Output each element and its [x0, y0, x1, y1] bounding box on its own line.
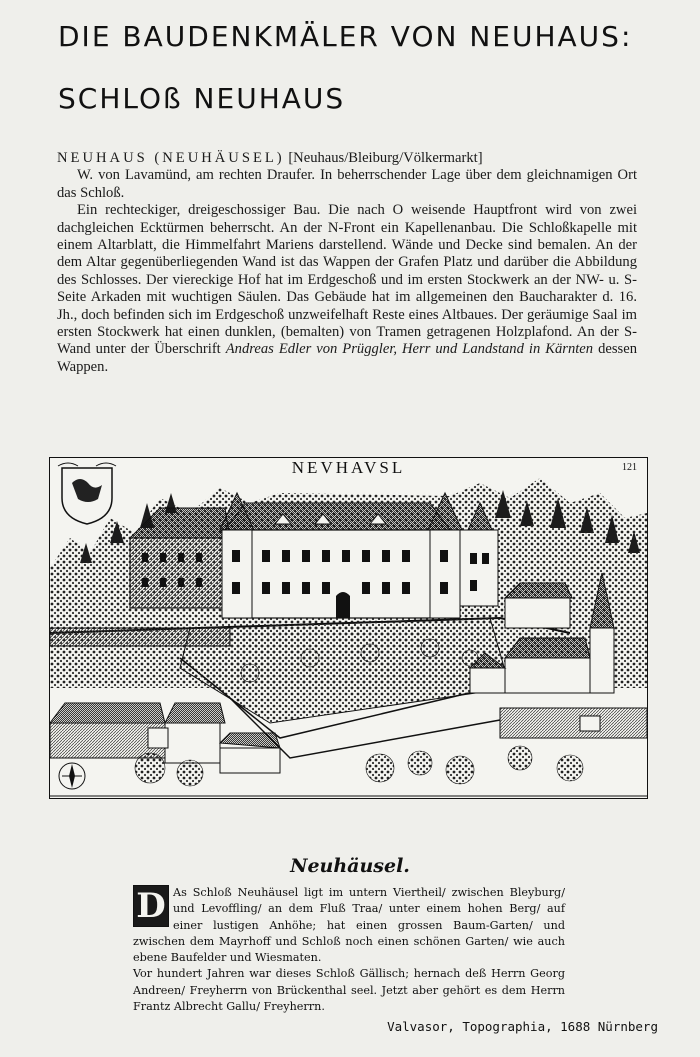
castle-engraving-illustration	[50, 458, 647, 798]
historic-text-body-2: Vor hundert Jahren war dieses Schloß Gällisch; hernach deß Herrn Georg Andreen/ Freyherrn von Brückenthal seel. Jetzt aber gehört es dem Herrn Frantz Albrecht Gallu/ Freyherrn.	[133, 967, 565, 1014]
lead-location: [Neuhaus/Bleiburg/Völkermarkt]	[288, 150, 483, 166]
historic-text-heading: Neuhäusel.	[290, 855, 410, 877]
decorated-initial: D	[133, 885, 169, 927]
page-title-line-2: SCHLOß NEUHAUS	[58, 82, 346, 115]
castle-engraving	[49, 457, 648, 799]
engraving-title: NEVHAVSL	[291, 458, 406, 477]
page-title-line-1: DIE BAUDENKMÄLER VON NEUHAUS:	[58, 20, 633, 53]
inscription-text: Andreas Edler von Prüggler, Herr und Landstand in Kärnten	[225, 341, 594, 358]
lead-name: NEUHAUS (NEUHÄUSEL)	[57, 150, 285, 166]
paragraph-2-text: Ein rechteckiger, dreigeschossiger Bau. Die nach O weisende Hauptfront wird von zwei dachgleichen Ecktürmen beherrscht. An der N-Front ein Kapellenanbau. Die Schloßkapelle mit einem Altarblatt, die Himmelfahrt Mariens darstellend. Wände und Decke sind bemalen. An der dem Altar gegenüberliegenden Wand ist das Wappen der Grafen Platz und darüber die Abbildung des Schlosses. Der viereckige Hof hat im Erdgeschoß und im ersten Stockwerk an der NW- u. S-Seite Arkaden mit wuchtigen Säulen. Das Gebäude hat im allgemeinen den Baucharakter d. 16. Jh., doch befinden sich im Erdgeschoß unzweifelhaft Reste eines Altbaues. Der geräumige Saal im ersten Stockwerk hat einen dunklen, (bemalten) von Tramen getragenen Holzplafond. An der S-Wand unter der Überschrift	[57, 202, 637, 358]
article-lead	[57, 150, 637, 167]
article-text	[57, 150, 637, 376]
paragraph-2-end: dessen Wappen.	[57, 341, 637, 375]
engraving-plate-number: 121	[622, 462, 637, 473]
historic-text-body: As Schloß Neuhäusel ligt im untern Viertheil/ zwischen Bleyburg/ und Levoffling/ an dem Fluß Traa/ unter einem hohen Berg/ auf einer lustigen Anhöhe; hat einen grossen Baum-Garten/ und zwischen dem Mayrhoff und Schloß noch einen schönen Garten/ wie auch ebene Baufelder und Wiesmaten.	[133, 886, 565, 965]
article-paragraph-1: W. von Lavamünd, am rechten Draufer. In beherrschender Lage über dem gleichnamigen Ort das Schloß.	[57, 167, 637, 201]
compass-rose-icon	[59, 763, 85, 789]
source-citation: Valvasor, Topographia, 1688 Nürnberg	[387, 1019, 658, 1034]
historic-text-block	[133, 885, 565, 1015]
article-paragraph-2	[57, 202, 637, 376]
